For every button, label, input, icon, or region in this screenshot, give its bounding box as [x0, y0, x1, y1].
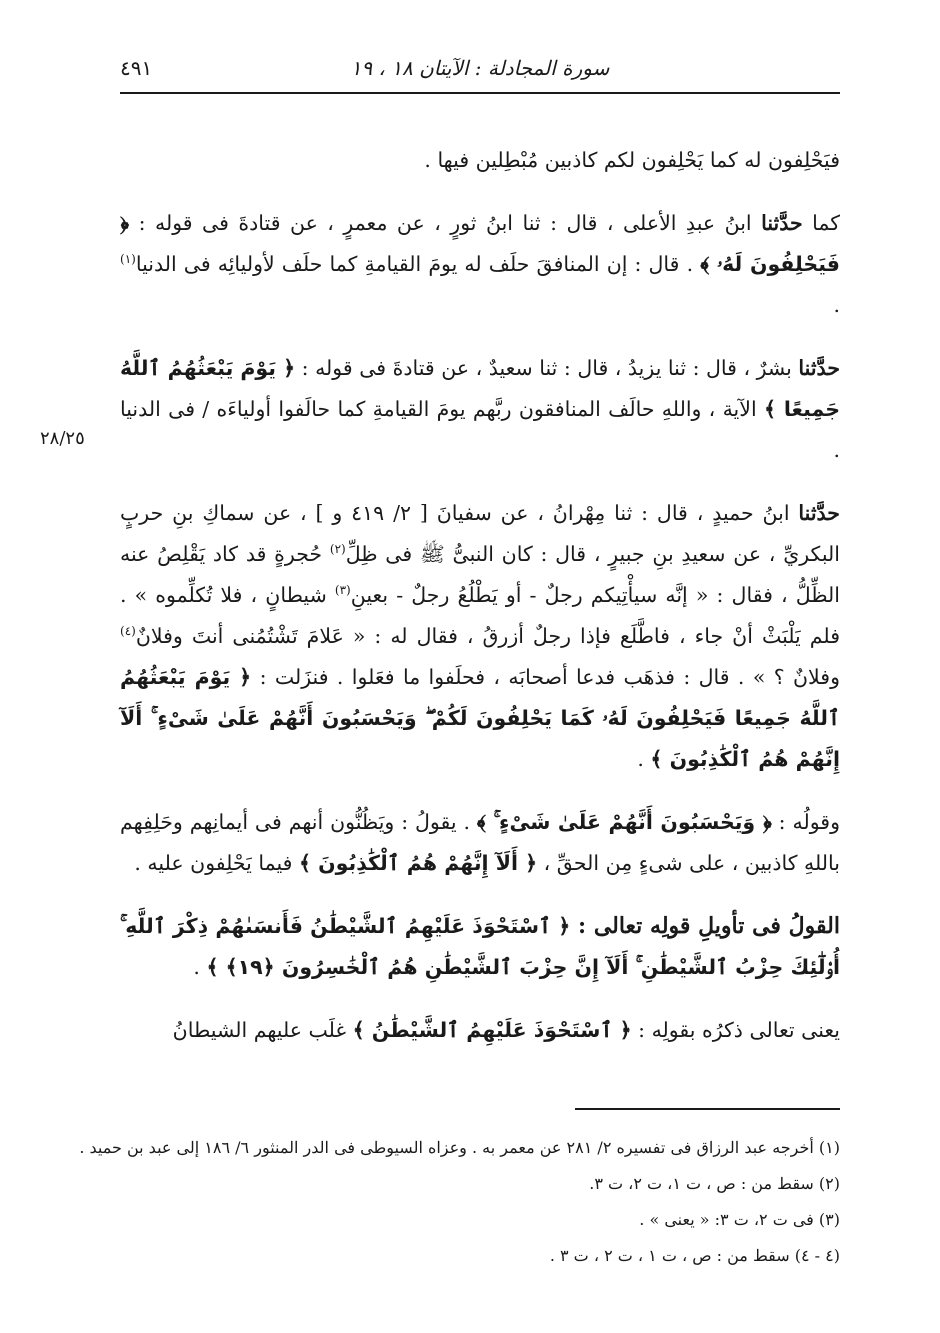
quran-quote: ﴿ يَوْمَ يَبْعَثُهُمُ ٱللَّهُ جَمِيعًا فَيَحْلِفُونَ لَهُۥ كَمَا يَحْلِفُونَ لَكُمْ ۖ وَيَحْسَبُونَ أَنَّهُمْ عَلَىٰ شَىْءٍ ۚ أَلَآ إِنَّهُمْ هُمُ ٱلْكَٰذِبُونَ ﴾: [120, 665, 840, 771]
text-run: حُجرةٍ قد كاد يَقْلِصُ عنه الظِّلُّ ، فقال : « إنَّه سيأْتِيكم رجلٌ - أو يَطْلُعُ رجلٌ - بعينِ: [120, 542, 841, 607]
quran-quote: ﴿ يَوْمَ يَبْعَثُهُمُ ٱللَّهُ جَمِيعًا ﴾: [120, 356, 840, 421]
text-run: وفلانٌ ؟ » . قال : فذهَب فدعا أصحابَه ، فحلَفوا ما فعَلوا . فنزَلت :: [251, 665, 840, 689]
text-run: فيما يَحْلِفون عليه .: [134, 851, 299, 875]
text-run: شيطانٍ ، فلا تُكلِّموه » . فلم يَلْبَثْ أنْ جاء ، فاطَّلَع فإذا رجلٌ أزرقُ ، فقال له : « عَلامَ تَشْتُمُنى أنتَ وفلانٌ: [120, 583, 840, 648]
text-run: :: [570, 913, 594, 939]
text-run: كما: [802, 211, 840, 235]
paragraph: [120, 802, 840, 884]
running-title: سورة المجادلة : الآيتان ١٨ ، ١٩: [350, 56, 610, 80]
text-run: . يقولُ : ويَظُنُّون أنهم فى أيمانِهم وحَلِفِهم باللهِ كاذبين ، على شىءٍ مِن الحقِّ ،: [120, 810, 840, 875]
footnote: (٣) فى ت ٢، ت ٣: « يعنى » .: [639, 1210, 840, 1229]
text-run: .: [193, 955, 207, 979]
text-run: فيَحْلِفون له كما يَحْلِفون لكم كاذبين مُبْطِلين فيها .: [424, 148, 840, 172]
text-run: بشرٌ ، قال : ثنا يزيدُ ، قال : ثنا سعيدٌ ، عن قتادةَ فى قوله :: [295, 356, 799, 380]
text-run: .: [833, 293, 840, 317]
main-text: [120, 140, 840, 1073]
running-header: [120, 52, 840, 94]
quran-quote: ﴿ وَيَحْسَبُونَ أَنَّهُمْ عَلَىٰ شَىْءٍ ۚ ﴾: [476, 810, 772, 834]
paragraph: [120, 493, 840, 780]
paragraph: [120, 348, 840, 471]
text-run: ابنُ عبدِ الأعلى ، قال : ثنا ابنُ ثورٍ ، عن معمرٍ ، عن قتادةَ فى قوله :: [129, 211, 762, 235]
footnote: (٢) سقط من : ص ، ت ١، ت ٢، ت ٣.: [589, 1174, 840, 1193]
text-run: وقولُه :: [771, 810, 841, 834]
text-run: . قال : إن المنافقَ حلَف له يومَ القيامةِ كما حلَف لأوليائِه فى الدنيا: [135, 252, 701, 276]
footnote-marker[interactable]: (٣): [334, 583, 351, 598]
text-run: .: [637, 747, 651, 771]
quran-quote: ﴿ ٱسْتَحْوَذَ عَلَيْهِمُ ٱلشَّيْطَٰنُ فَأَنسَىٰهُمْ ذِكْرَ ٱللَّهِ ۚ أُو۟لَٰٓئِكَ حِزْبُ ٱلشَّيْطَٰنِ ۚ أَلَآ إِنَّ حِزْبَ ٱلشَّيْطَٰنِ هُمُ ٱلْخَٰسِرُونَ ﴿١٩﴾ ﴾: [120, 914, 840, 979]
section-heading: القولُ فى تأويلِ قولِه تعالى: [593, 913, 840, 939]
text-run: يعنى تعالى ذكرُه بقولِه :: [631, 1018, 840, 1042]
paragraph: [120, 906, 840, 988]
footnote-marker[interactable]: (٢): [329, 542, 346, 557]
quran-quote: ﴿ أَلَآ إِنَّهُمْ هُمُ ٱلْكَٰذِبُونَ ﴾: [299, 851, 538, 875]
margin-reference: ٢٨/٢٥: [40, 428, 85, 449]
quran-quote: ﴿ ٱسْتَحْوَذَ عَلَيْهِمُ ٱلشَّيْطَٰنُ ﴾: [352, 1018, 632, 1042]
text-run: غلَب عليهم الشيطانُ: [172, 1018, 353, 1042]
footnote-marker[interactable]: (٤): [120, 624, 136, 639]
footnote: (٤ - ٤) سقط من : ص ، ت ١ ، ت ٢ ، ت ٣ .: [549, 1246, 840, 1265]
isnad-keyword: حدَّثنا: [798, 501, 840, 525]
footnotes: [79, 1130, 840, 1274]
text-run: الآية ، واللهِ حالَف المنافقون ربَّهم يومَ القيامةِ كما حالَفوا أولياءَه / فى الدنيا .: [120, 397, 840, 462]
quran-quote: ﴿ فَيَحْلِفُونَ لَهُۥ ﴾: [120, 211, 840, 276]
paragraph: [120, 1010, 840, 1051]
footnote-marker[interactable]: (١): [120, 252, 136, 267]
page-number: ٤٩١: [120, 56, 153, 80]
paragraph: [120, 140, 840, 181]
footnote: (١) أخرجه عبد الرزاق فى تفسيره ٢/ ٢٨١ عن معمر به . وعزاه السيوطى فى الدر المنثور ٦/ ١٨٦ إلى عبد بن حميد .: [79, 1138, 840, 1157]
paragraph: [120, 203, 840, 326]
footnote-divider: [575, 1108, 840, 1110]
isnad-keyword: حدَّثنا: [798, 356, 840, 380]
text-run: ابنُ حميدٍ ، قال : ثنا مِهْرانُ ، عن سفيانَ [ ٢/ ٤١٩ و ] ، عن سماكِ بنِ حربٍ البكريِّ ، عن سعيدِ بنِ جبيرٍ ، قال : كان النبىُّ ﷺ فى ظِلِّ: [120, 501, 840, 566]
isnad-keyword: حدَّثنا: [761, 211, 803, 235]
